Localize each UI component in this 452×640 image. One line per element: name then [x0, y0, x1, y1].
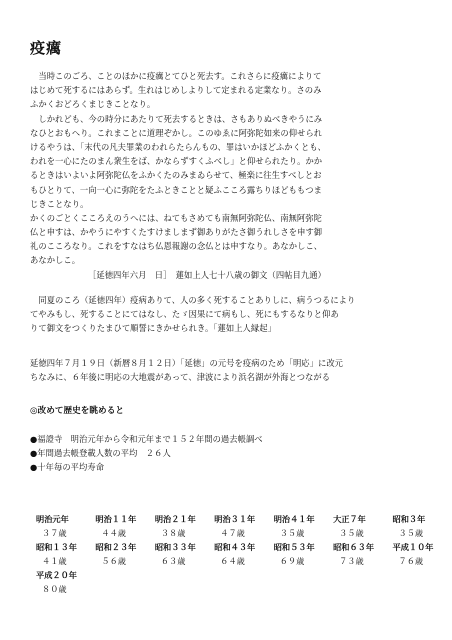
age-cell: ６９歳	[279, 555, 305, 566]
age-cell: ３５歳	[339, 527, 364, 538]
era-cell: 昭和２３年	[95, 541, 137, 552]
age-cell: ６４歳	[220, 555, 245, 566]
age-cell: ４１歳	[42, 555, 67, 566]
letter-line: もひとりて、一向一心に弥陀をたふときことと疑ふこころ露ちりほどももつま	[30, 184, 322, 195]
letter-line: しかれども、今の時分にあたりて死去するときは、さもありぬべきやうにみ	[30, 113, 323, 124]
letter-line: 礼のこころなり。これをすなはち仏恩報謝の念仏とは申すなり。あなかしこ、	[30, 241, 323, 252]
letter-line: けるやうは、「末代の凡夫罪業のわれらたらんもの、罪はいかほどふかくとも、	[30, 141, 327, 152]
era-cell: 平成１０年	[392, 541, 434, 552]
age-cell: ３７歳	[42, 527, 67, 538]
era-cell: 昭和３年	[392, 513, 426, 524]
era-cell: 昭和１３年	[36, 541, 77, 552]
era-cell: 明治１１年	[95, 513, 137, 524]
age-cell: ７３歳	[339, 555, 364, 566]
note-line: 延徳四年７月１９日（新暦８月１２日）「延徳」の元号を疫病のため「明応」に改元	[30, 358, 344, 368]
commentary-paragraph	[30, 293, 430, 336]
age-cell: ７６歳	[398, 555, 424, 566]
letter-line: ふかくおどろくまじきことなり。	[30, 99, 156, 110]
era-cell: 大正７年	[333, 513, 366, 524]
table-row	[36, 526, 452, 540]
bullet-list	[30, 432, 430, 474]
era-cell: 昭和５３年	[273, 541, 315, 552]
table-row	[36, 512, 452, 526]
lifespan-table	[36, 512, 452, 596]
letter-line: るときはいよいよ阿弥陀仏をふかくたのみまゐらせて、極楽に往生すべしとお	[30, 170, 322, 181]
empty-cell	[95, 582, 452, 596]
era-cell: 明治２１年	[154, 513, 196, 524]
commentary-line: りて御文をつくりたまひて順誓にきかせられき。「蓮如上人縁起」	[30, 323, 276, 334]
letter-line: じきことなり。	[30, 198, 89, 209]
section-heading: ◎改めて歴史を眺めると	[30, 406, 124, 416]
table-row	[36, 582, 452, 596]
page-title: 疫癘	[30, 39, 63, 57]
era-cell: 明治３１年	[214, 513, 256, 524]
list-item: ●福證寺 明治元年から令和元年まで１５２年間の過去帳調べ	[30, 434, 263, 444]
letter-line: あなかしこ。	[30, 255, 81, 266]
letter-line: はじめて死するにはあらず。生れはじめしよりして定まれる定業なり。さのみ	[30, 85, 322, 96]
note-line: ちなみに、６年後に明応の大地震があって、津波により浜名湖が外海とつながる	[30, 372, 331, 383]
letter-line: われを一心にたのまん衆生をば、かならずすくふべし」と仰せられたり。かか	[30, 156, 323, 167]
age-cell: ５６歳	[101, 555, 126, 566]
list-item: ●年間過去帳登載人数の平均 ２６人	[30, 448, 171, 458]
table-row	[36, 554, 452, 568]
table-row	[36, 540, 452, 554]
age-cell: ４４歳	[101, 527, 126, 538]
letter-signature: ［延徳四年六月 日］ 蓮如上人七十八歳の御文（四帖目九通）	[88, 269, 326, 280]
letter-line: 当時このごろ、ことのほかに疫癘とてひと死去す。これさらに疫癘によりて	[30, 71, 322, 81]
age-cell: ３５歳	[398, 527, 424, 538]
letter-body	[30, 69, 430, 282]
era-cell: 昭和４３年	[214, 541, 256, 552]
era-cell: 明治４１年	[273, 513, 315, 524]
age-cell: ６３歳	[160, 555, 186, 566]
era-cell: 平成２０年	[36, 569, 77, 580]
era-cell: 昭和３３年	[154, 541, 196, 552]
era-cell: 明治元年	[36, 513, 69, 524]
era-cell: 昭和６３年	[333, 541, 375, 552]
letter-line: かくのごとくこころえのうへには、ねてもさめても南無阿弥陀仏、南無阿弥陀	[30, 212, 322, 223]
empty-cell	[95, 568, 452, 582]
letter-line: なひとおもへり。これまことに道理ぞかし。このゆゑに阿弥陀如来の仰せられ	[30, 127, 323, 138]
list-item: ●十年毎の平均寿命	[30, 462, 105, 472]
age-cell: ３８歳	[160, 527, 186, 538]
commentary-line: 同夏のころ（延徳四年）疫病ありて、人の多く死することありしに、病うつるにより	[30, 295, 356, 305]
age-cell: ８０歳	[42, 583, 67, 594]
table-row	[36, 568, 452, 582]
letter-line: 仏と申すは、かやうにやすくたすけましまず御ありがたさ御うれしさを申す御	[30, 227, 323, 238]
age-cell: ３５歳	[279, 527, 305, 538]
note-paragraph	[30, 356, 430, 384]
commentary-line: てやみもし、死することにてはなし、たゞ因果にて病もし、死にもするなりと仰あ	[30, 309, 339, 320]
age-cell: ４７歳	[220, 527, 245, 538]
